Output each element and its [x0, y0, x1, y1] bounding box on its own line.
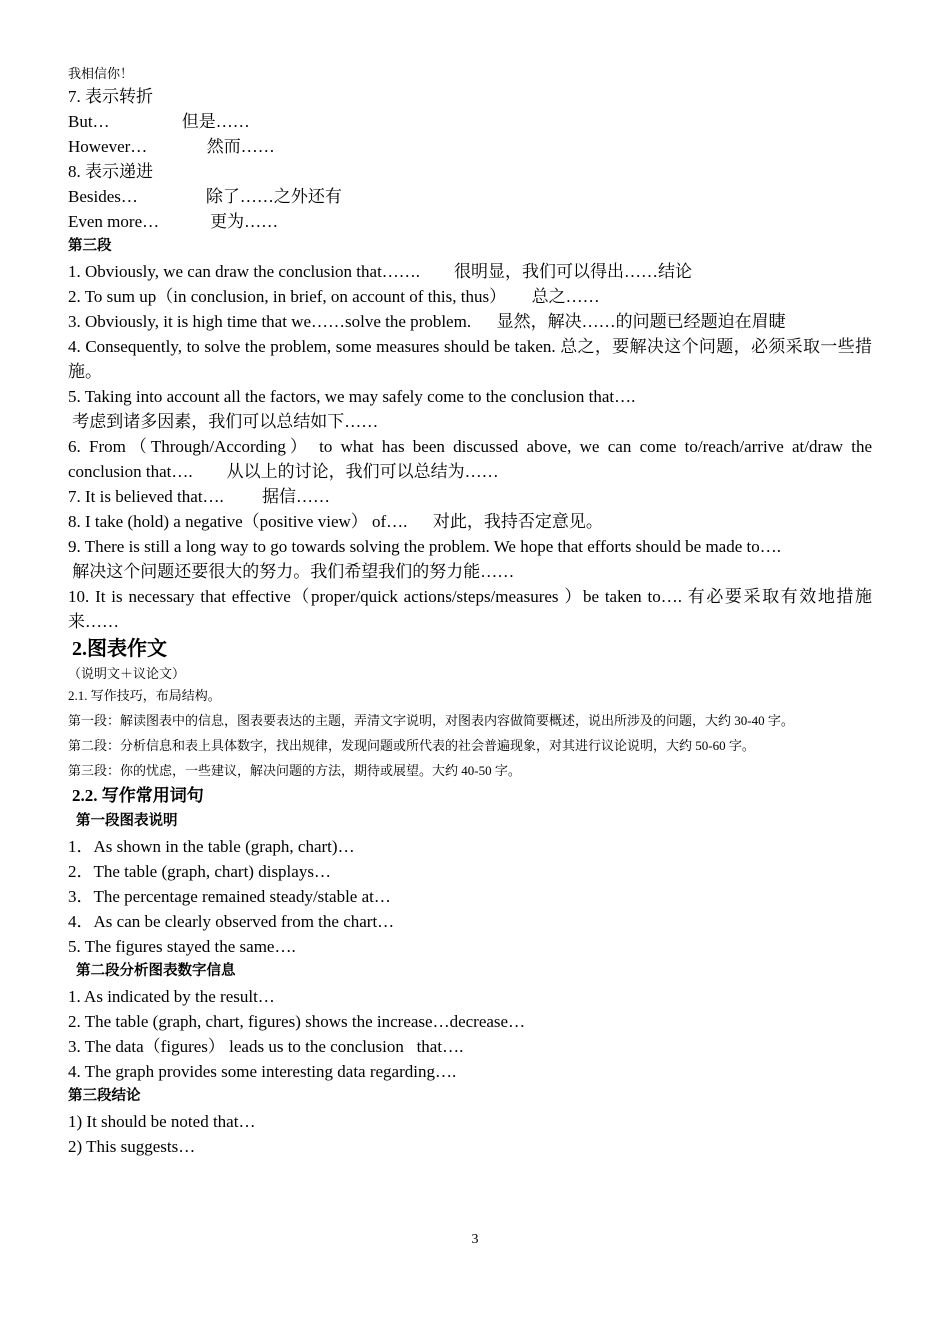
- phrase-however: However… 然而……: [68, 137, 275, 156]
- para3-item: 2. To sum up（in conclusion, in brief, on account of this, thus） 总之……: [68, 287, 600, 306]
- chart-para2: 第二段：分析信息和表上具体数字，找出规律，发现问题或所代表的社会普遍现象，对其进行议论说明，大约 50-60 字。: [68, 738, 755, 753]
- group1-item: 2．The table (graph, chart) displays…: [68, 862, 331, 881]
- chart-para1: 第一段：解读图表中的信息，图表要表达的主题，弄清文字说明，对图表内容做简要概述，说出所涉及的问题，大约 30-40 字。: [68, 713, 794, 728]
- closing-line: 我相信你！: [68, 66, 134, 81]
- para3-item: 3. Obviously, it is high time that we……solve the problem. 显然，解决……的问题已经题迫在眉睫: [68, 312, 786, 331]
- para3-item: 8. I take (hold) a negative（positive view） of…. 对此，我持否定意见。: [68, 512, 603, 531]
- group2-item: 2. The table (graph, chart, figures) shows the increase…decrease…: [68, 1012, 526, 1031]
- heading-transition: 7. 表示转折: [68, 87, 153, 106]
- group2-title: 第二段分析图表数字信息: [76, 963, 236, 979]
- group3-item: 1) It should be noted that…: [68, 1112, 256, 1131]
- heading-progression: 8. 表示递进: [68, 162, 153, 181]
- para3-item: 5. Taking into account all the factors, we may safely come to the conclusion that….: [68, 387, 636, 406]
- chart-para3: 第三段：你的忧虑，一些建议，解决问题的方法，期待或展望。大约 40-50 字。: [68, 763, 521, 778]
- phrase-but: But… 但是……: [68, 112, 250, 131]
- para3-item: 10. It is necessary that effective（proper/quick actions/steps/measures ）be taken to…. 有必要采取有效地措施来……: [68, 587, 872, 631]
- group2-item: 4. The graph provides some interesting data regarding….: [68, 1062, 457, 1081]
- group1-item: 5. The figures stayed the same….: [68, 937, 296, 956]
- group1-item: 3．The percentage remained steady/stable at…: [68, 887, 391, 906]
- chart-essay-title: 2.图表作文: [72, 638, 167, 660]
- para3-title: 第三段: [68, 238, 112, 254]
- para3-item: 解决这个问题还要很大的努力。我们希望我们的努力能……: [68, 562, 515, 581]
- phrase-even-more: Even more… 更为……: [68, 212, 279, 231]
- para3-item: 7. It is believed that…. 据信……: [68, 487, 331, 506]
- para3-item: 1. Obviously, we can draw the conclusion that……. 很明显，我们可以得出……结论: [68, 262, 693, 281]
- group3-title: 第三段结论: [68, 1088, 141, 1104]
- group3-item: 2) This suggests…: [68, 1137, 196, 1156]
- para3-item: 6. From（Through/According） to what has been discussed above, we can come to/reach/arrive at/draw the conclusion that…. 从以上的讨论，我们可以总结为……: [68, 437, 877, 481]
- chart-essay-subtitle: （说明文＋议论文）: [68, 666, 186, 681]
- para3-item: 考虑到诸多因素，我们可以总结如下……: [68, 412, 379, 431]
- group2-item: 3. The data（figures） leads us to the conclusion that….: [68, 1037, 464, 1056]
- group1-item: 1．As shown in the table (graph, chart)…: [68, 837, 355, 856]
- group1-item: 4．As can be clearly observed from the chart…: [68, 912, 395, 931]
- phrase-besides: Besides… 除了……之外还有: [68, 187, 342, 206]
- group2-item: 1. As indicated by the result…: [68, 987, 275, 1006]
- page-number: 3: [471, 1232, 479, 1247]
- para3-item: 4. Consequently, to solve the problem, some measures should be taken. 总之，要解决这个问题，必须采取一些措施。: [68, 337, 872, 381]
- document-page: [68, 64, 877, 1159]
- group1-title: 第一段图表说明: [76, 813, 178, 829]
- section-2-1: 2.1. 写作技巧，布局结构。: [68, 688, 221, 703]
- section-2-2: 2.2. 写作常用词句: [72, 786, 204, 805]
- para3-item: 9. There is still a long way to go towards solving the problem. We hope that efforts should be made to….: [68, 537, 781, 556]
